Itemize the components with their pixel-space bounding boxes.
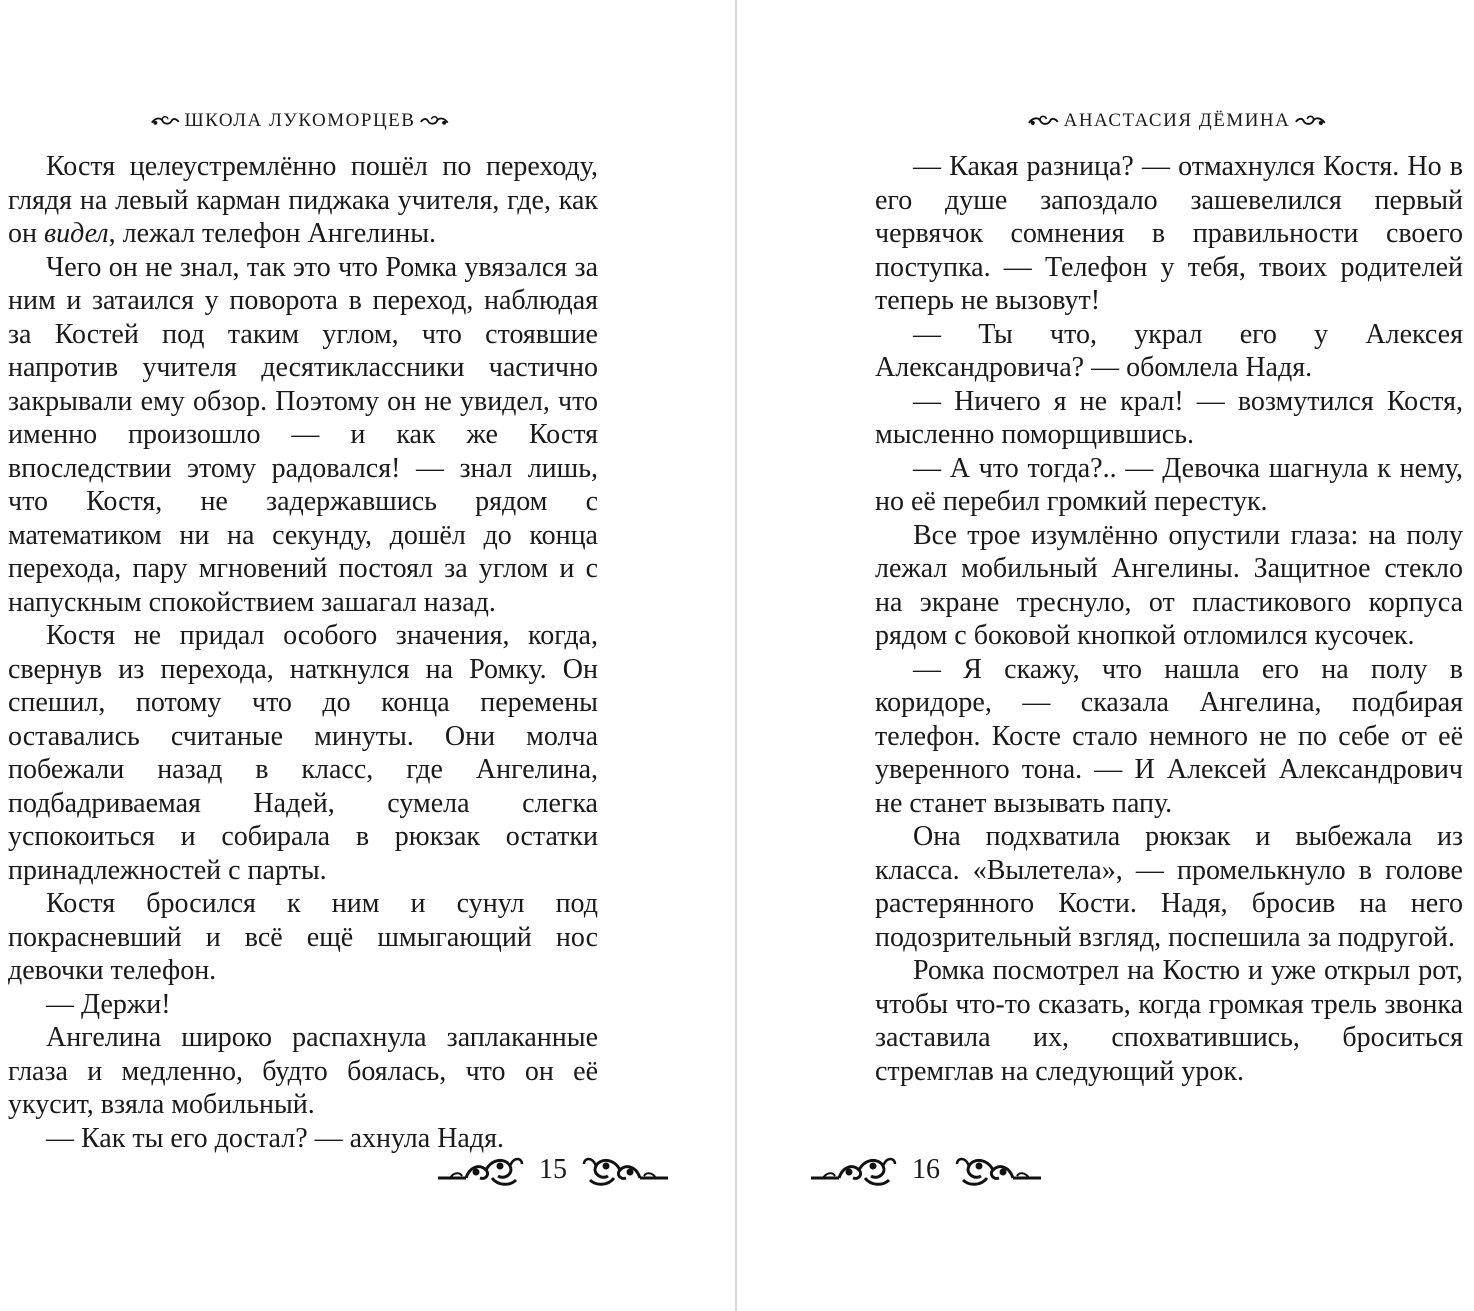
scroll-flourish-icon: [1294, 113, 1327, 129]
folio-right: [809, 1148, 1043, 1192]
running-head-right: [1027, 104, 1327, 138]
folio-left: [436, 1148, 670, 1192]
paragraph: — Ты что, украл его у Алексея Александровича? — обомлела Надя.: [875, 318, 1463, 383]
body-text-left: [8, 150, 598, 1155]
running-head-title: ШКОЛА ЛУКОМОРЦЕВ: [184, 110, 416, 131]
paragraph: — Держи!: [46, 988, 171, 1020]
scroll-flourish-icon: [150, 113, 181, 129]
paragraph: Чего он не знал, так это что Ромка увязался за ним и затаился у поворота в переход, наблюдая за Костей под таким углом, что стоявшие напротив учителя десятиклассники частично закрывали ему обзор. Поэтому он не увидел, что именно произошло — и как же Костя впоследствии этому радовался! — знал лишь, что Костя, не задержавшись рядом с математиком ни на секунду, дошёл до конца перехода, пару мгновений постоял за углом и с напускным спокойствием зашагал назад.: [8, 251, 598, 618]
paragraph: Все трое изумлённо опустили глаза: на полу лежал мобильный Ангелины. Защитное стекло на экране треснуло, от пластикового корпуса рядом с боковой кнопкой отломился кусочек.: [875, 519, 1463, 651]
floral-ornament-icon: [809, 1152, 897, 1188]
scroll-flourish-icon: [419, 113, 450, 129]
paragraph: — Какая разница? — отмахнулся Костя. Но в его душе запоздало зашевелился первый червячок сомнения в правильности своего поступка. — Телефон у тебя, твоих родителей теперь не вызовут!: [875, 151, 1463, 316]
running-head-left: [150, 104, 450, 138]
scroll-flourish-icon: [1027, 113, 1060, 129]
floral-ornament-icon: [582, 1152, 670, 1188]
paragraph: — А что тогда?.. — Девочка шагнула к нему, но её перебил громкий перестук.: [875, 452, 1463, 517]
paragraph: Ангелина широко распахнула заплаканные глаза и медленно, будто боялась, что он её укусит, взяла мобильный.: [8, 1022, 598, 1120]
floral-ornament-icon: [955, 1152, 1043, 1188]
emphasis: видел: [43, 218, 109, 249]
page-number: 16: [912, 1154, 940, 1185]
left-page: [0, 0, 735, 1311]
body-text-right: [875, 150, 1463, 1088]
paragraph: Костя не придал особого значения, когда, свернув из перехода, наткнулся на Ромку. Он спешил, потому что до конца перемены оставались считаные минуты. Они молча побежали назад в класс, где Ангелина, подбадриваемая Надей, сумела слегка успокоиться и собирала в рюкзак остатки принадлежностей с парты.: [8, 620, 598, 886]
paragraph: — Как ты его достал? — ахнула Надя.: [46, 1122, 504, 1154]
paragraph: Костя целеустремлённо пошёл по переходу, глядя на левый карман пиджака учителя, где, как он видел, лежал телефон Ангелины.: [8, 151, 598, 249]
paragraph: Ромка посмотрел на Костю и уже открыл рот, чтобы что-то сказать, когда громкая трель звонка заставила их, спохватившись, броситься стремглав на следующий урок.: [875, 955, 1463, 1087]
paragraph: Она подхватила рюкзак и выбежала из класса. «Вылетела», — промелькнуло в голове растерянного Кости. Надя, бросив на него подозрительный взгляд, поспешила за подругой.: [875, 821, 1463, 953]
running-head-title: АНАСТАСИЯ ДЁМИНА: [1063, 110, 1291, 131]
page-number: 15: [539, 1154, 567, 1185]
floral-ornament-icon: [436, 1152, 524, 1188]
paragraph: Костя бросился к ним и сунул под покрасневший и всё ещё шмыгающий нос девочки телефон.: [8, 888, 598, 986]
paragraph: — Я скажу, что нашла его на полу в коридоре, — сказала Ангелина, подбирая телефон. Косте стало немного не по себе от её уверенного тона. — И Алексей Александрович не станет вызывать папу.: [875, 653, 1463, 819]
right-page: [737, 0, 1474, 1311]
paragraph: — Ничего я не крал! — возмутился Костя, мысленно поморщившись.: [875, 385, 1463, 450]
